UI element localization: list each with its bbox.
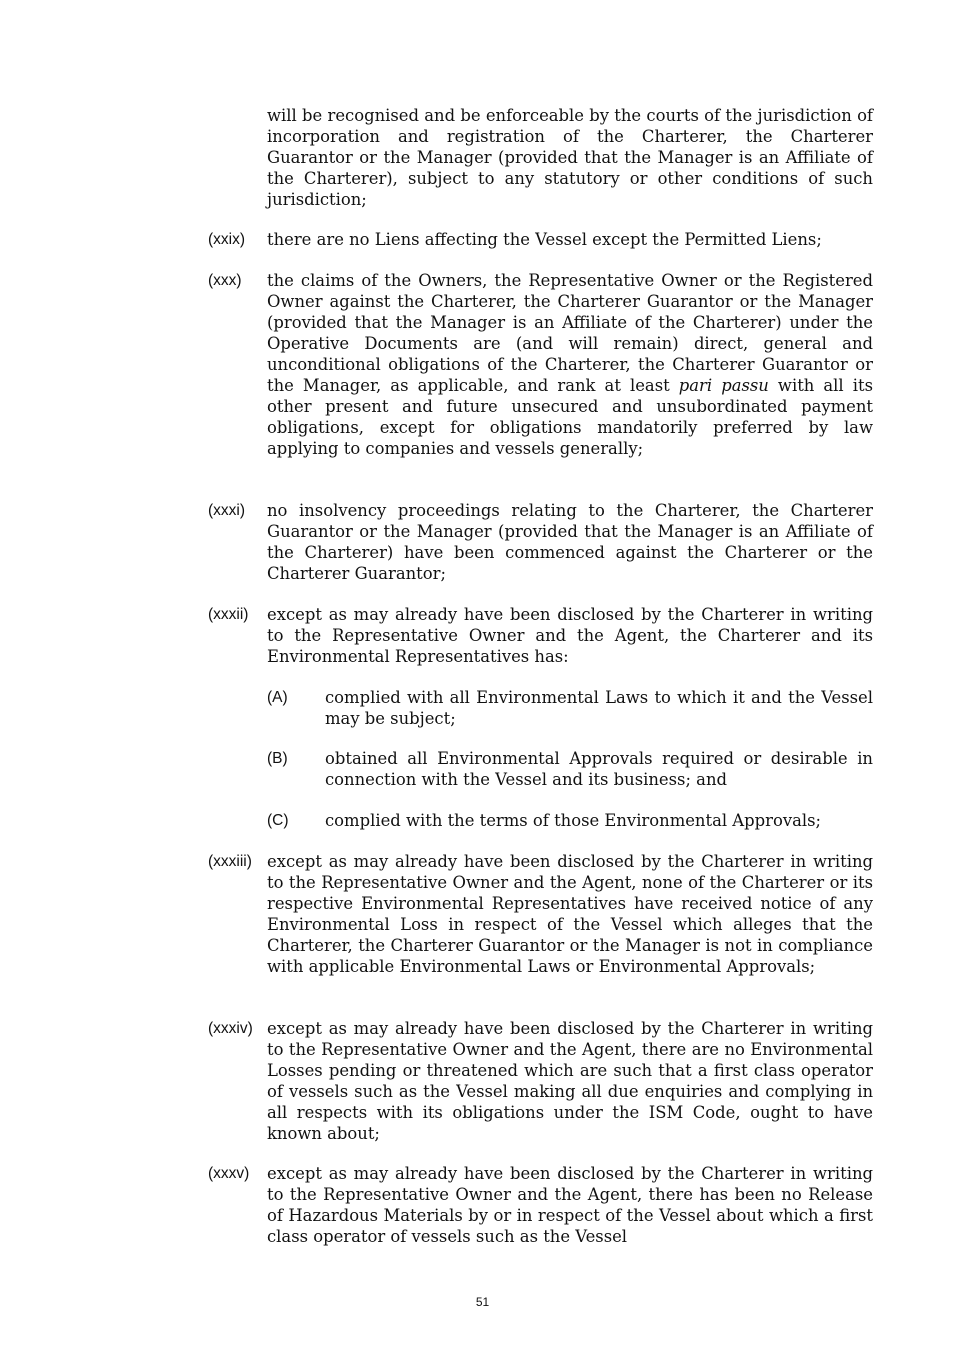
clause-text: except as may already have been disclosed by the Charterer in writing to the Representative Owner and the Agent, none of the Charterer or its respective Environmental Representatives have received notice of any Environmental Loss in respect of the Vessel which alleges that the Charterer, the Charterer Guarantor or the Manager is not in compliance with applicable Environmental Laws or Environmental Approvals; [267,852,873,976]
clause-xxix [208,229,873,250]
clause-xxxiii [208,851,873,977]
clause-xxxi [208,500,873,584]
clause-text-italic: pari passu [678,376,769,395]
clause-number: (xxxiii) [208,853,252,870]
clause-text [267,270,873,459]
subclause-c [267,810,873,831]
clause-text-part: with all its other present and future unsecured and unsubordinated payment obligations, except for obligations mandatorily preferred by law applying to companies and vessels generally; [267,376,873,458]
subclause-number: (B) [267,750,288,767]
clause-number: (xxxv) [208,1165,250,1182]
page-number: 51 [475,1295,490,1309]
continuation-paragraph: will be recognised and be enforceable by the courts of the jurisdiction of incorporation and registration of the Charterer, the Charterer Guarantor or the Manager (provided that the Manager is an Affiliate of the Charterer), subject to any statutory or other conditions of such jurisdiction; [267,106,873,209]
clause-xxx [208,270,873,459]
clause-xxxii [208,604,873,667]
clause-number: (xxxi) [208,502,246,519]
subclause-number: (A) [267,689,288,706]
clause-number: (xxxii) [208,606,249,623]
clause-text-part: the claims of the Owners, the Representative Owner or the Registered Owner against the Charterer, the Charterer Guarantor or the Manager (provided that the Manager is an Affiliate of the Charterer) under the Operative Documents are (and will remain) direct, general and unconditional obligations of the Charterer, the Charterer Guarantor or the Manager, as applicable, and rank at least [267,271,873,395]
subclause-a [267,687,873,729]
clause-text: except as may already have been disclosed by the Charterer in writing to the Representative Owner and the Agent, the Charterer and its Environmental Representatives has: [267,605,873,666]
clause-text: except as may already have been disclosed by the Charterer in writing to the Representative Owner and the Agent, there has been no Release of Hazardous Materials by or in respect of the Vessel about which a first class operator of vessels such as the Vessel [267,1164,873,1246]
subclause-text: complied with all Environmental Laws to which it and the Vessel may be subject; [325,688,873,728]
clause-xxxv [208,1163,873,1247]
clause-number: (xxxiv) [208,1020,253,1037]
clause-text: no insolvency proceedings relating to the Charterer, the Charterer Guarantor or the Manager (provided that the Manager is an Affiliate of the Charterer) have been commenced against the Charterer or the Charterer Guarantor; [267,501,873,583]
clause-text: there are no Liens affecting the Vessel except the Permitted Liens; [267,230,822,249]
clause-xxxiv [208,1018,873,1144]
clause-number: (xxx) [208,272,242,289]
subclause-text: complied with the terms of those Environmental Approvals; [325,811,822,830]
clause-number: (xxix) [208,231,246,248]
subclause-b [267,748,873,790]
subclause-number: (C) [267,812,289,829]
clause-text: except as may already have been disclosed by the Charterer in writing to the Representative Owner and the Agent, there are no Environmental Losses pending or threatened which are such that a first class operator of vessels such as the Vessel making all due enquiries and complying in all respects with its obligations under the ISM Code, ought to have known about; [267,1019,873,1143]
subclause-text: obtained all Environmental Approvals required or desirable in connection with the Vessel and its business; and [325,749,873,789]
